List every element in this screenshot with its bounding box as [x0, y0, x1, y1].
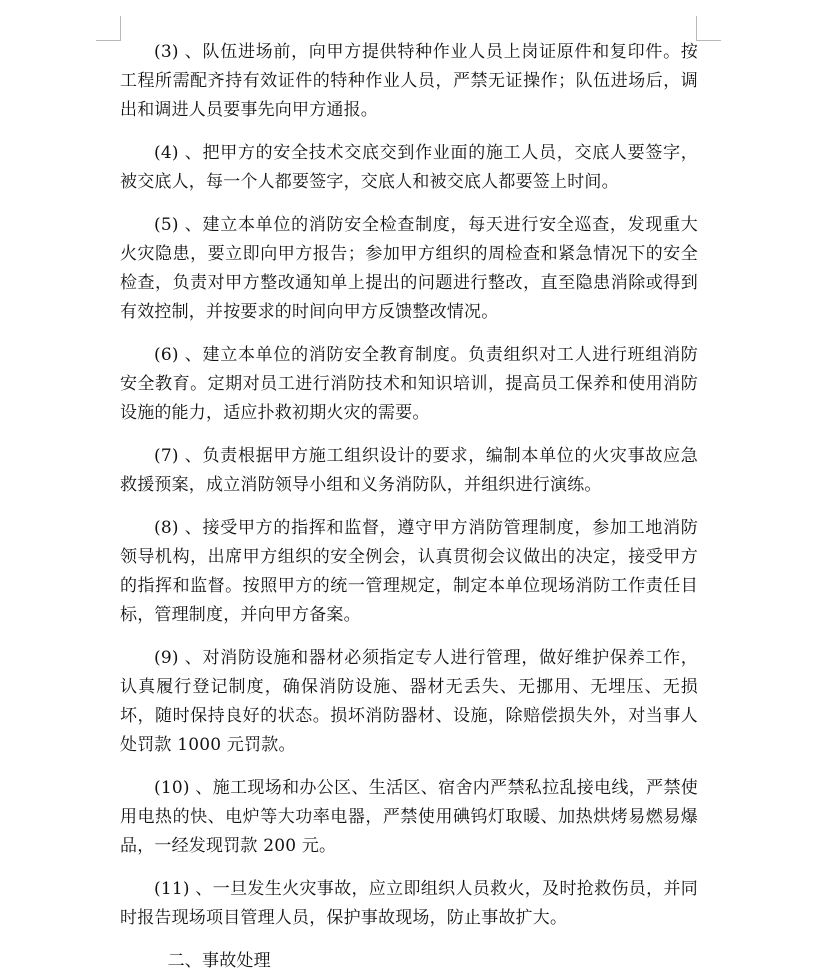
paragraph-item-3: (3) 、队伍进场前，向甲方提供特种作业人员上岗证原件和复印件。按工程所需配齐持有效证件的特种作业人员，严禁无证操作；队伍进场后，调出和调进人员要事先向甲方通报。: [120, 42, 698, 120]
paragraph-item-5: (5) 、建立本单位的消防安全检查制度，每天进行安全巡查，发现重大火灾隐患，要立即向甲方报告；参加甲方组织的周检查和紧急情况下的安全检查，负责对甲方整改通知单上提出的问题进行整改，直至隐患消除或得到有效控制，并按要求的时间向甲方反馈整改情况。: [120, 215, 698, 322]
paragraph-item-8: (8) 、接受甲方的指挥和监督，遵守甲方消防管理制度，参加工地消防领导机构，出席甲方组织的安全例会，认真贯彻会议做出的决定，接受甲方的指挥和监督。按照甲方的统一管理规定，制定本单位现场消防工作责任目标，管理制度，并向甲方备案。: [120, 518, 698, 625]
document-body: [120, 38, 698, 976]
crop-mark-top-left: [96, 16, 121, 41]
section-heading: 二、事故处理: [167, 951, 271, 971]
paragraph-item-6: (6) 、建立本单位的消防安全教育制度。负责组织对工人进行班组消防安全教育。定期对员工进行消防技术和知识培训，提高员工保养和使用消防设施的能力，适应扑救初期火灾的需要。: [120, 345, 698, 423]
crop-mark-top-right: [696, 16, 721, 41]
paragraph-item-11: (11) 、一旦发生火灾事故，应立即组织人员救火，及时抢救伤员，并同时报告现场项目管理人员，保护事故现场，防止事故扩大。: [120, 879, 698, 928]
paragraph-item-7: (7) 、负责根据甲方施工组织设计的要求，编制本单位的火灾事故应急救援预案，成立消防领导小组和义务消防队，并组织进行演练。: [120, 446, 698, 495]
paragraph-item-9: (9) 、对消防设施和器材必须指定专人进行管理，做好维护保养工作，认真履行登记制度，确保消防设施、器材无丢失、无挪用、无埋压、无损坏，随时保持良好的状态。损坏消防器材、设施，除赔偿损失外，对当事人处罚款 1000 元罚款。: [120, 648, 698, 755]
paragraph-item-4: (4) 、把甲方的安全技术交底交到作业面的施工人员，交底人要签字，被交底人，每一个人都要签字，交底人和被交底人都要签上时间。: [120, 143, 698, 192]
paragraph-item-10: (10) 、施工现场和办公区、生活区、宿舍内严禁私拉乱接电线，严禁使用电热的快、电炉等大功率电器，严禁使用碘钨灯取暖、加热烘烤易燃易爆品，一经发现罚款 200 元。: [120, 778, 698, 856]
